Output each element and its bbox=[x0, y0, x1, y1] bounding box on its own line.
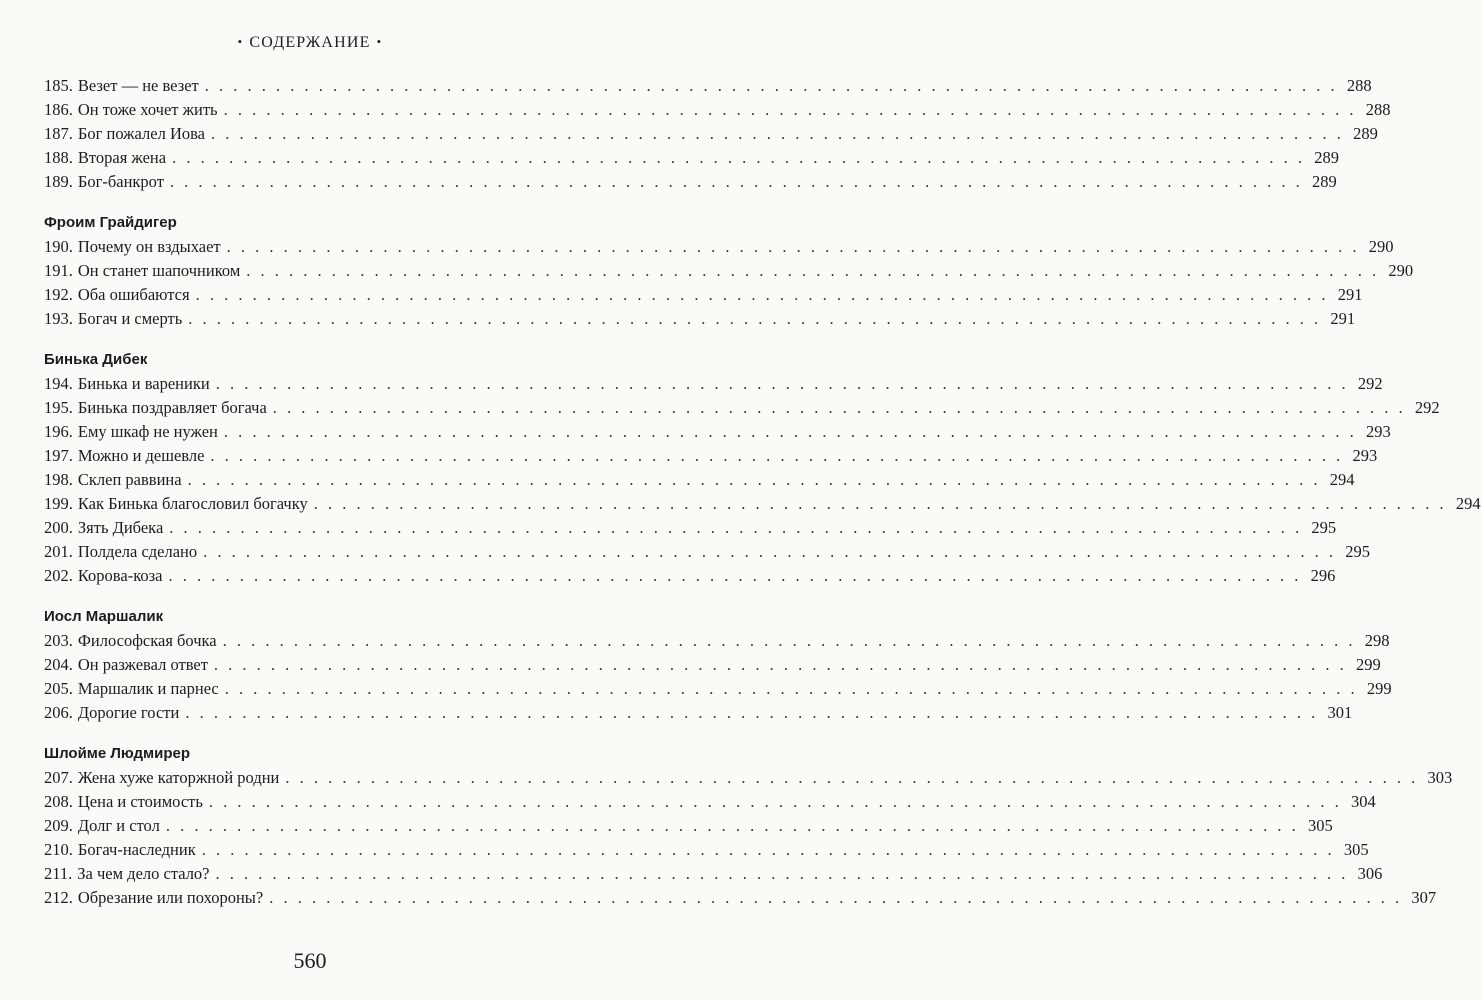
dot-leader: . . . . . . . . . . . . . . . . . . . . . . . . . . . . . . . . . . . . . . . . . . . . . . . . . . . . . . . . . . . . . . . . . . . . . . . . . . . . . . . . bbox=[185, 703, 1319, 722]
dot-leader: . . . . . . . . . . . . . . . . . . . . . . . . . . . . . . . . . . . . . . . . . . . . . . . . . . . . . . . . . . . . . . . . . . . . . . . . . . . . . . . . bbox=[195, 285, 1329, 304]
toc-section bbox=[44, 74, 1391, 194]
toc-entry bbox=[44, 629, 1390, 653]
dot-leader: . . . . . . . . . . . . . . . . . . . . . . . . . . . . . . . . . . . . . . . . . . . . . . . . . . . . . . . . . . . . . . . . . . . . . . . . . . . . . . . . bbox=[172, 148, 1305, 167]
dot-leader: . . . . . . . . . . . . . . . . . . . . . . . . . . . . . . . . . . . . . . . . . . . . . . . . . . . . . . . . . . . . . . . . . . . . . . . . . . . . . . . . bbox=[224, 679, 1358, 698]
dot-leader: . . . . . . . . . . . . . . . . . . . . . . . . . . . . . . . . . . . . . . . . . . . . . . . . . . . . . . . . . . . . . . . . . . . . . . . . . . . . . . . . bbox=[165, 816, 1299, 835]
entry-page-number: 307 bbox=[1411, 888, 1437, 907]
toc-entry bbox=[44, 468, 1355, 492]
toc-entry bbox=[44, 259, 1414, 283]
dot-leader: . . . . . . . . . . . . . . . . . . . . . . . . . . . . . . . . . . . . . . . . . . . . . . . . . . . . . . . . . . . . . . . . . . . . . . . . . . . . . . . . bbox=[213, 655, 1347, 674]
entry-page-number: 291 bbox=[1337, 285, 1363, 304]
toc-entry bbox=[44, 420, 1391, 444]
page-number: 560 bbox=[293, 948, 327, 973]
entry-number: 199. bbox=[44, 494, 73, 513]
dot-leader: . . . . . . . . . . . . . . . . . . . . . . . . . . . . . . . . . . . . . . . . . . . . . . . . . . . . . . . . . . . . . . . . . . . . . . . . . . . . . . . . bbox=[223, 100, 1357, 119]
dot-leader: . . . . . . . . . . . . . . . . . . . . . . . . . . . . . . . . . . . . . . . . . . . . . . . . . . . . . . . . . . . . . . . . . . . . . . . . . . . . . . . . bbox=[223, 422, 1357, 441]
entry-page-number: 293 bbox=[1365, 422, 1391, 441]
entry-title: Жена хуже каторжной родни bbox=[77, 768, 280, 787]
entry-page-number: 294 bbox=[1455, 494, 1481, 513]
dot-leader: . . . . . . . . . . . . . . . . . . . . . . . . . . . . . . . . . . . . . . . . . . . . . . . . . . . . . . . . . . . . . . . . . . . . . . . . . . . . . . . . bbox=[169, 518, 1303, 537]
entry-number: 198. bbox=[44, 470, 73, 489]
entry-title: Бог-банкрот bbox=[77, 172, 164, 191]
header-bullet-right: • bbox=[376, 34, 383, 49]
toc-entry bbox=[44, 170, 1337, 194]
entry-page-number: 289 bbox=[1312, 172, 1337, 191]
toc-entry bbox=[44, 790, 1376, 814]
dot-leader: . . . . . . . . . . . . . . . . . . . . . . . . . . . . . . . . . . . . . . . . . . . . . . . . . . . . . . . . . . . . . . . . . . . . . . . . . . . . . . . . bbox=[226, 237, 1360, 256]
entry-page-number: 294 bbox=[1329, 470, 1355, 489]
table-of-contents bbox=[44, 74, 1481, 927]
entry-number: 194. bbox=[44, 374, 73, 393]
toc-entry bbox=[44, 444, 1378, 468]
dot-leader: . . . . . . . . . . . . . . . . . . . . . . . . . . . . . . . . . . . . . . . . . . . . . . . . . . . . . . . . . . . . . . . . . . . . . . . . . . . . . . . . bbox=[285, 768, 1419, 787]
toc-entry bbox=[44, 283, 1363, 307]
entry-number: 185. bbox=[44, 76, 73, 95]
entry-page-number: 299 bbox=[1366, 679, 1392, 698]
entry-title: Богач-наследник bbox=[77, 840, 196, 859]
entry-title: Философская бочка bbox=[77, 631, 217, 650]
entry-number: 203. bbox=[44, 631, 73, 650]
entry-page-number: 289 bbox=[1353, 124, 1378, 143]
entry-page-number: 305 bbox=[1307, 816, 1333, 835]
entry-title: Долг и стол bbox=[77, 816, 160, 835]
entry-title: Богач и смерть bbox=[77, 309, 183, 328]
entry-number: 192. bbox=[44, 285, 73, 304]
entry-title: Можно и дешевле bbox=[77, 446, 205, 465]
section-author-heading: Иосл Маршалик bbox=[44, 608, 164, 625]
toc-entry bbox=[44, 372, 1383, 396]
toc-entry bbox=[44, 74, 1372, 98]
entry-number: 208. bbox=[44, 792, 73, 811]
entry-title: Везет — не везет bbox=[77, 76, 199, 95]
entry-title: Склеп раввина bbox=[77, 470, 182, 489]
toc-entry bbox=[44, 677, 1392, 701]
entry-title: Дорогие гости bbox=[77, 703, 180, 722]
entry-page-number: 303 bbox=[1427, 768, 1453, 787]
entry-title: Вторая жена bbox=[77, 148, 167, 167]
dot-leader: . . . . . . . . . . . . . . . . . . . . . . . . . . . . . . . . . . . . . . . . . . . . . . . . . . . . . . . . . . . . . . . . . . . . . . . . . . . . . . . . bbox=[222, 631, 1356, 650]
toc-entry bbox=[44, 98, 1391, 122]
dot-leader: . . . . . . . . . . . . . . . . . . . . . . . . . . . . . . . . . . . . . . . . . . . . . . . . . . . . . . . . . . . . . . . . . . . . . . . . . . . . . . . . bbox=[188, 309, 1322, 328]
toc-entry bbox=[44, 122, 1378, 146]
toc-entry bbox=[44, 307, 1356, 331]
entry-title: Зять Дибека bbox=[77, 518, 164, 537]
toc-section bbox=[44, 211, 1414, 331]
toc-entry bbox=[44, 540, 1371, 564]
entry-number: 207. bbox=[44, 768, 73, 787]
entry-number: 209. bbox=[44, 816, 73, 835]
toc-entry bbox=[44, 516, 1337, 540]
toc-entry bbox=[44, 862, 1383, 886]
entry-page-number: 291 bbox=[1330, 309, 1356, 328]
toc-entry bbox=[44, 701, 1353, 725]
entry-page-number: 301 bbox=[1327, 703, 1353, 722]
entry-page-number: 295 bbox=[1345, 542, 1371, 561]
entry-title: За чем дело стало? bbox=[77, 864, 210, 883]
entry-number: 186. bbox=[44, 100, 73, 119]
section-author-heading: Фроим Грайдигер bbox=[44, 214, 177, 231]
entry-title: Бинька и вареники bbox=[77, 374, 210, 393]
entry-number: 202. bbox=[44, 566, 73, 585]
entry-title: Бинька поздравляет богача bbox=[77, 398, 267, 417]
entry-number: 195. bbox=[44, 398, 73, 417]
entry-page-number: 298 bbox=[1364, 631, 1390, 650]
entry-page-number: 288 bbox=[1365, 100, 1391, 119]
dot-leader: . . . . . . . . . . . . . . . . . . . . . . . . . . . . . . . . . . . . . . . . . . . . . . . . . . . . . . . . . . . . . . . . . . . . . . . . . . . . . . . . bbox=[313, 494, 1447, 513]
entry-title: Полдела сделано bbox=[77, 542, 198, 561]
toc-section bbox=[44, 348, 1481, 588]
dot-leader: . . . . . . . . . . . . . . . . . . . . . . . . . . . . . . . . . . . . . . . . . . . . . . . . . . . . . . . . . . . . . . . . . . . . . . . . . . . . . . . . bbox=[208, 792, 1342, 811]
entry-number: 187. bbox=[44, 124, 73, 143]
entry-page-number: 299 bbox=[1356, 655, 1381, 674]
running-header bbox=[0, 34, 620, 52]
toc-entry bbox=[44, 886, 1437, 910]
entry-number: 204. bbox=[44, 655, 73, 674]
section-author-heading: Бинька Дибек bbox=[44, 351, 148, 368]
entry-page-number: 293 bbox=[1352, 446, 1378, 465]
entry-page-number: 306 bbox=[1357, 864, 1383, 883]
entry-title: Обрезание или похороны? bbox=[77, 888, 264, 907]
dot-leader: . . . . . . . . . . . . . . . . . . . . . . . . . . . . . . . . . . . . . . . . . . . . . . . . . . . . . . . . . . . . . . . . . . . . . . . . . . . . . . . . bbox=[203, 542, 1337, 561]
entry-number: 197. bbox=[44, 446, 73, 465]
entry-title: Почему он вздыхает bbox=[77, 237, 221, 256]
entry-page-number: 292 bbox=[1357, 374, 1383, 393]
entry-title: Корова-коза bbox=[77, 566, 163, 585]
toc-entry bbox=[44, 492, 1481, 516]
dot-leader: . . . . . . . . . . . . . . . . . . . . . . . . . . . . . . . . . . . . . . . . . . . . . . . . . . . . . . . . . . . . . . . . . . . . . . . . . . . . . . . . bbox=[269, 888, 1403, 907]
entry-page-number: 295 bbox=[1311, 518, 1337, 537]
entry-number: 190. bbox=[44, 237, 73, 256]
toc-entry bbox=[44, 146, 1339, 170]
entry-page-number: 290 bbox=[1388, 261, 1414, 280]
toc-entry bbox=[44, 564, 1336, 588]
toc-section bbox=[44, 605, 1392, 725]
dot-leader: . . . . . . . . . . . . . . . . . . . . . . . . . . . . . . . . . . . . . . . . . . . . . . . . . . . . . . . . . . . . . . . . . . . . . . . . . . . . . . . . bbox=[215, 864, 1349, 883]
dot-leader: . . . . . . . . . . . . . . . . . . . . . . . . . . . . . . . . . . . . . . . . . . . . . . . . . . . . . . . . . . . . . . . . . . . . . . . . . . . . . . . . bbox=[246, 261, 1380, 280]
entry-title: Он станет шапочником bbox=[77, 261, 241, 280]
entry-number: 196. bbox=[44, 422, 73, 441]
dot-leader: . . . . . . . . . . . . . . . . . . . . . . . . . . . . . . . . . . . . . . . . . . . . . . . . . . . . . . . . . . . . . . . . . . . . . . . . . . . . . . . . bbox=[210, 446, 1344, 465]
entry-number: 191. bbox=[44, 261, 73, 280]
entry-page-number: 292 bbox=[1414, 398, 1440, 417]
toc-entry bbox=[44, 814, 1333, 838]
header-bullet-left: • bbox=[237, 34, 244, 49]
entry-title: Цена и стоимость bbox=[77, 792, 203, 811]
entry-number: 206. bbox=[44, 703, 73, 722]
entry-title: Он разжевал ответ bbox=[77, 655, 208, 674]
entry-page-number: 289 bbox=[1314, 148, 1339, 167]
entry-number: 188. bbox=[44, 148, 73, 167]
dot-leader: . . . . . . . . . . . . . . . . . . . . . . . . . . . . . . . . . . . . . . . . . . . . . . . . . . . . . . . . . . . . . . . . . . . . . . . . . . . . . . . . bbox=[169, 172, 1303, 191]
entry-number: 210. bbox=[44, 840, 73, 859]
entry-title: Бог пожалел Иова bbox=[77, 124, 206, 143]
toc-entry bbox=[44, 766, 1453, 790]
entry-number: 201. bbox=[44, 542, 73, 561]
entry-number: 193. bbox=[44, 309, 73, 328]
dot-leader: . . . . . . . . . . . . . . . . . . . . . . . . . . . . . . . . . . . . . . . . . . . . . . . . . . . . . . . . . . . . . . . . . . . . . . . . . . . . . . . . bbox=[272, 398, 1406, 417]
entry-title: Ему шкаф не нужен bbox=[77, 422, 218, 441]
toc-entry bbox=[44, 396, 1440, 420]
header-title: СОДЕРЖАНИЕ bbox=[249, 34, 371, 51]
dot-leader: . . . . . . . . . . . . . . . . . . . . . . . . . . . . . . . . . . . . . . . . . . . . . . . . . . . . . . . . . . . . . . . . . . . . . . . . . . . . . . . . bbox=[201, 840, 1335, 859]
entry-title: Как Бинька благословил богачку bbox=[77, 494, 308, 513]
toc-section bbox=[44, 742, 1453, 910]
entry-page-number: 290 bbox=[1368, 237, 1394, 256]
entry-page-number: 304 bbox=[1351, 792, 1376, 811]
dot-leader: . . . . . . . . . . . . . . . . . . . . . . . . . . . . . . . . . . . . . . . . . . . . . . . . . . . . . . . . . . . . . . . . . . . . . . . . . . . . . . . . bbox=[211, 124, 1344, 143]
entry-title: Оба ошибаются bbox=[77, 285, 190, 304]
dot-leader: . . . . . . . . . . . . . . . . . . . . . . . . . . . . . . . . . . . . . . . . . . . . . . . . . . . . . . . . . . . . . . . . . . . . . . . . . . . . . . . . bbox=[187, 470, 1321, 489]
entry-page-number: 305 bbox=[1343, 840, 1369, 859]
entry-title: Маршалик и парнес bbox=[77, 679, 219, 698]
entry-page-number: 288 bbox=[1346, 76, 1372, 95]
entry-number: 211. bbox=[44, 864, 73, 883]
section-author-heading: Шлойме Людмирер bbox=[44, 745, 191, 762]
entry-number: 200. bbox=[44, 518, 73, 537]
dot-leader: . . . . . . . . . . . . . . . . . . . . . . . . . . . . . . . . . . . . . . . . . . . . . . . . . . . . . . . . . . . . . . . . . . . . . . . . . . . . . . . . bbox=[204, 76, 1338, 95]
dot-leader: . . . . . . . . . . . . . . . . . . . . . . . . . . . . . . . . . . . . . . . . . . . . . . . . . . . . . . . . . . . . . . . . . . . . . . . . . . . . . . . . bbox=[215, 374, 1349, 393]
toc-entry bbox=[44, 838, 1369, 862]
entry-number: 212. bbox=[44, 888, 73, 907]
entry-page-number: 296 bbox=[1310, 566, 1336, 585]
entry-number: 205. bbox=[44, 679, 73, 698]
dot-leader: . . . . . . . . . . . . . . . . . . . . . . . . . . . . . . . . . . . . . . . . . . . . . . . . . . . . . . . . . . . . . . . . . . . . . . . . . . . . . . . . bbox=[168, 566, 1302, 585]
toc-entry bbox=[44, 235, 1394, 259]
entry-title: Он тоже хочет жить bbox=[77, 100, 218, 119]
entry-number: 189. bbox=[44, 172, 73, 191]
toc-entry bbox=[44, 653, 1381, 677]
